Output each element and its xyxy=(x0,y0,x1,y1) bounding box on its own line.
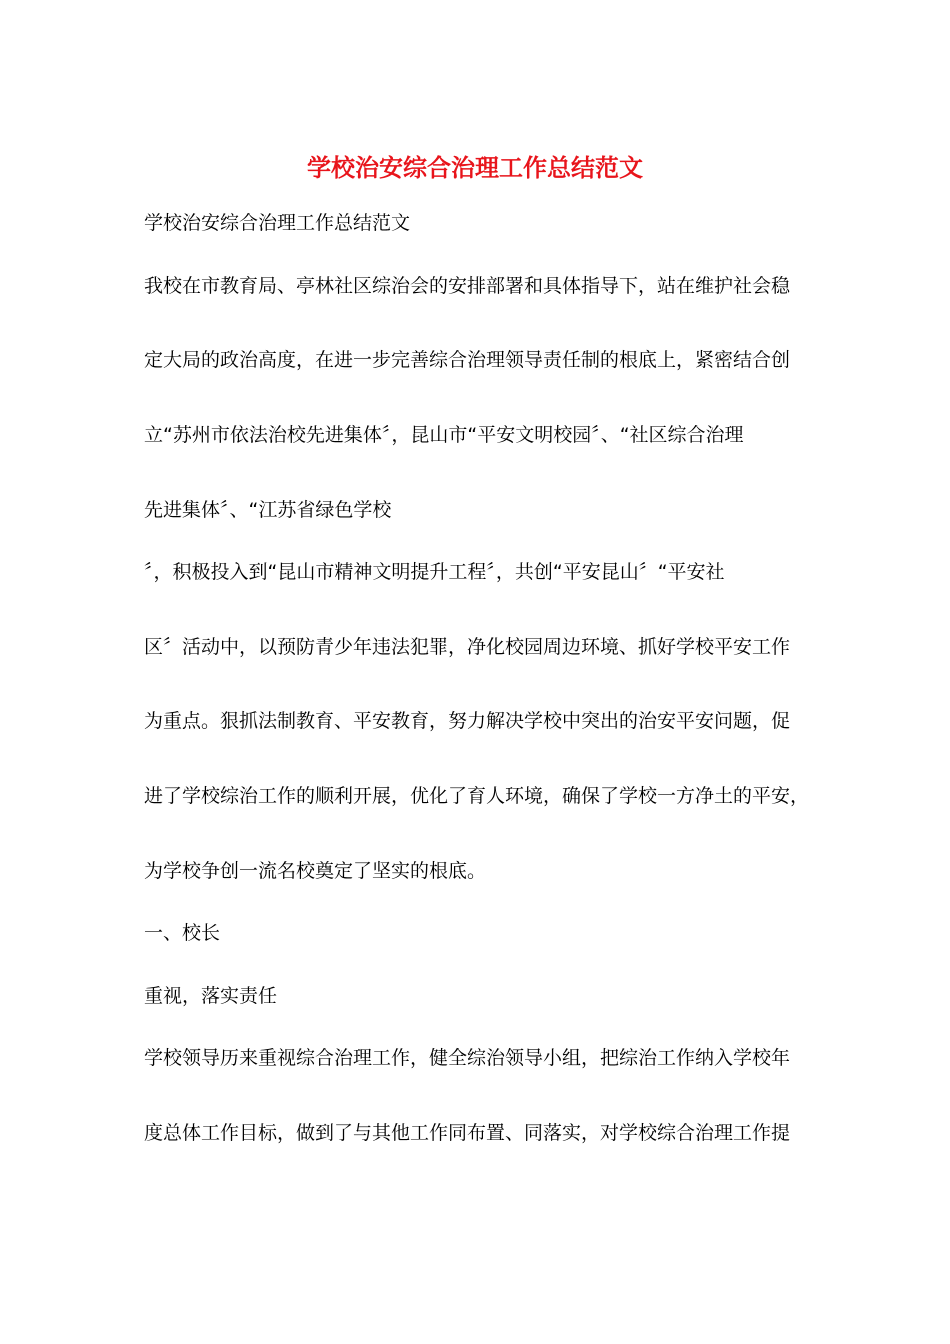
body-line: 进了学校综治工作的顺利开展，优化了育人环境，确保了学校一方净土的平安， xyxy=(144,785,810,807)
body-line: 定大局的政治高度，在进一步完善综合治理领导责任制的根底上，紧密结合创 xyxy=(144,349,791,371)
body-line: 立“苏州市依法治校先进集体〞，昆山市“平安文明校园〞、“社区综合治理 xyxy=(144,424,744,446)
body-line: 为重点。狠抓法制教育、平安教育，努力解决学校中突出的治安平安问题，促 xyxy=(144,710,791,732)
body-line: 学校领导历来重视综合治理工作，健全综治领导小组，把综治工作纳入学校年 xyxy=(144,1047,791,1069)
subtitle-line: 学校治安综合治理工作总结范文 xyxy=(144,212,411,234)
body-line: 先进集体〞、“江苏省绿色学校 xyxy=(144,499,392,521)
body-line: 为学校争创一流名校奠定了坚实的根底。 xyxy=(144,860,487,882)
section-heading: 一、校长 xyxy=(144,922,221,944)
body-line: 〞，积极投入到“昆山市精神文明提升工程〞，共创“平安昆山〞“平安社 xyxy=(144,561,725,583)
body-line: 我校在市教育局、亭林社区综治会的安排部署和具体指导下，站在维护社会稳 xyxy=(144,275,791,297)
body-line: 度总体工作目标，做到了与其他工作同布置、同落实，对学校综合治理工作提 xyxy=(144,1122,791,1144)
document-title: 学校治安综合治理工作总结范文 xyxy=(307,153,643,182)
body-line: 区〞活动中，以预防青少年违法犯罪，净化校园周边环境、抓好学校平安工作 xyxy=(144,636,791,658)
section-subheading: 重视，落实责任 xyxy=(144,985,278,1007)
